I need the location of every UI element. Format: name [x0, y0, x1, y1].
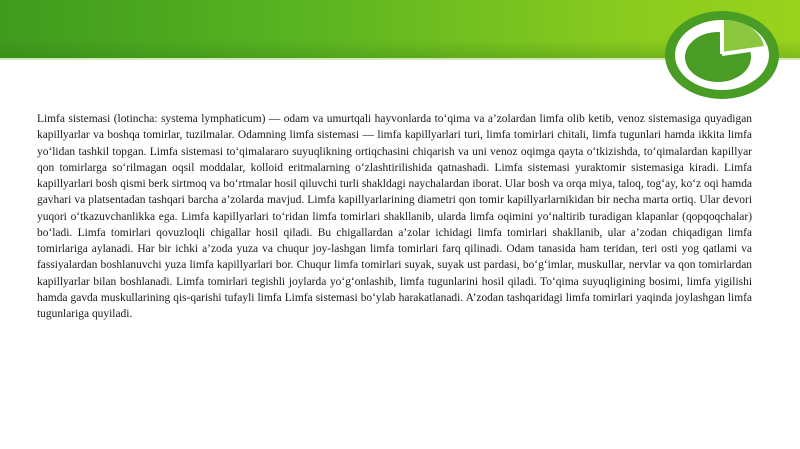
body-paragraph: Limfa sistemasi (lotincha: systema lymphaticum) — odam va umurtqali hayvonlarda to‘qima va a’zolardan limfa olib ketib, venoz sistemasiga quyadigan kapillyarlar va boshqa tomirlar, tuzilmalar. Odamning limfa sistemasi — limfa kapillyarlari turi, limfa tomirlari chitali, limfa tugunlari hamda ikkita limfa yo‘lidan tashkil topgan. Limfa sistemasi to‘qimalararo suyuqlikning ortiqchasini chiqarish va uni venoz oqimga qayta o‘tkizishda, to‘qimalardan kapillyar qon tomirlarga so‘rilmagan oqsil moddalar, kolloid eritmalarning o‘zlashtirilishida qatnashadi. Limfa sistemasi yuraktomir sistemasiga kiradi. Limfa kapillyarlari bosh qismi berk sirtmoq va bo‘rtmalar hosil qiluvchi turli shakldagi naychalardan iborat. Ular bosh va orqa miya, taloq, tog‘ay, ko‘z oqi hamda gavhari va platsentadan tashqari barcha a’zolarda mavjud. Limfa kapillyarlarining diametri qon tomir kapillyarlarnikidan bir necha marta ortiq. Ular devori yuqori o‘tkazuvchanlikka ega. Limfa kapillyarlari to‘ridan limfa tomirlari shakllanib, ularda limfa oqimini yo‘naltirib turadigan klapanlar (qopqoqchalar) bo‘ladi. Limfa tomirlari qovuzloqli chigallar hosil qiladi. Bu chigallardan a’zolar ichidagi limfa tomirlari shakllanib, ular a’zodan chiqadigan limfa tomirlariga aylanadi. Har bir ichki a’zoda yuza va chuqur joy-lashgan limfa tomirlari farq qilinadi. Odam tanasida ham teridan, teri osti yog qatlami va fassiyalardan boshlanuvchi yuza limfa kapillyarlari bor. Chuqur limfa tomirlari suyak, suyak ust pardasi, bo‘g‘imlar, muskullar, nervlar va qon tomirlardan kapillyarlar bilan boshlanadi. Limfa tomirlari tegishli joylarda yo‘g‘onlashib, limfa tugunlarini hosil qiladi. To‘qima suyuqligining bosimi, limfa yigilishi hamda gavda muskullarining qis-qarishi tufayli limfa Limfa sistemasi bo‘ylab harakatlanadi. A’zodan tashqaridagi limfa tomirlari yaqinda joylashgan limfa tugunlariga quyiladi. — [37, 113, 752, 320]
pie-chart-logo-icon — [660, 6, 784, 104]
